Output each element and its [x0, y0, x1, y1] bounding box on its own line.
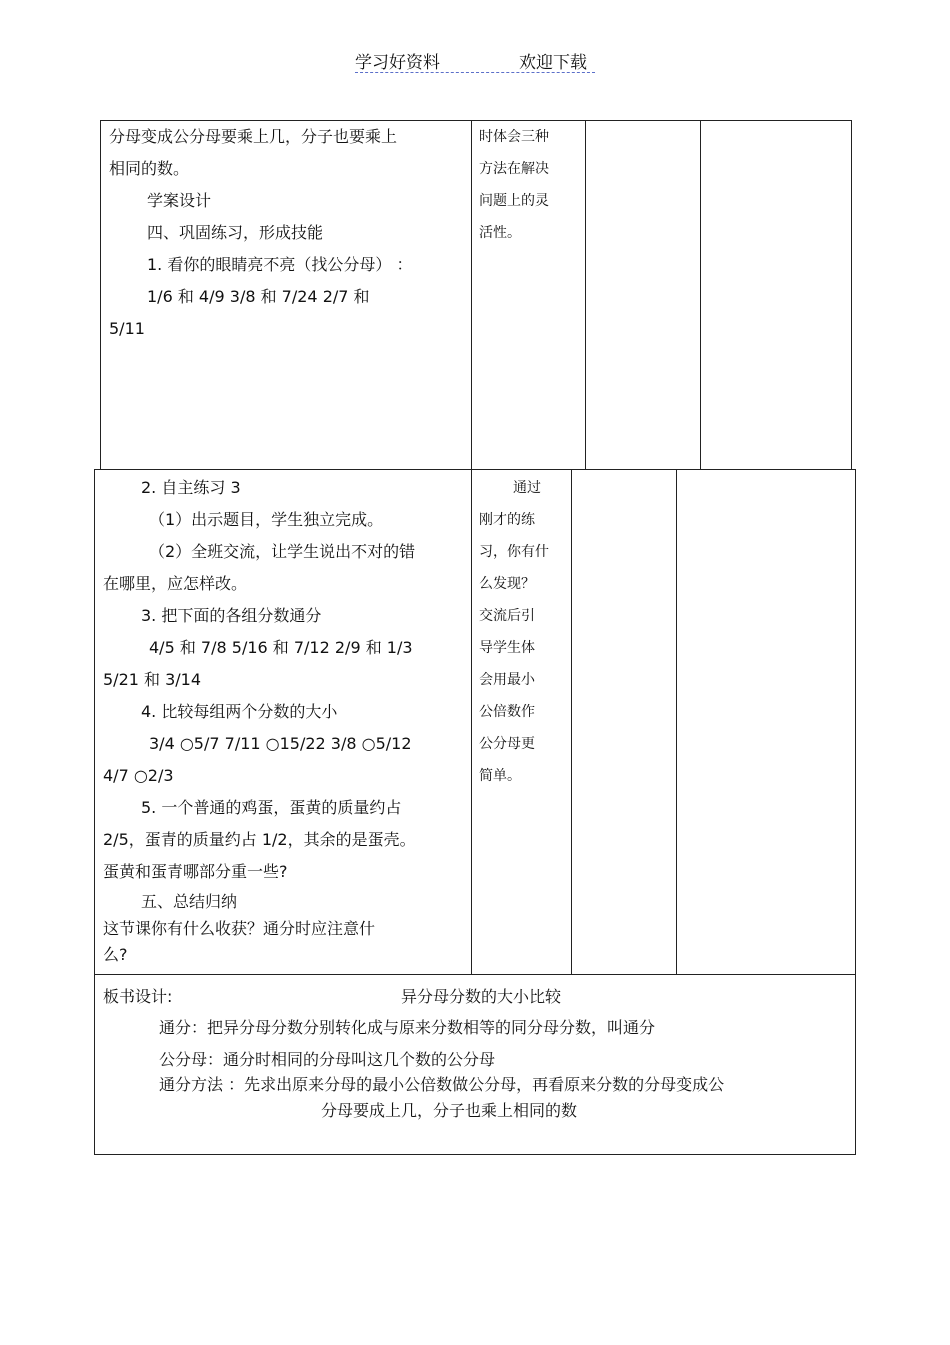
section-heading: 学案设计: [147, 191, 212, 210]
exercise-title: 1. 看你的眼睛亮不亮（找公分母） ：: [147, 255, 413, 274]
board-design-title: 异分母分数的大小比较: [401, 987, 562, 1006]
design-intent-note: [479, 472, 549, 792]
header-right-text: 欢迎下载: [519, 53, 587, 73]
lesson-content: [109, 121, 465, 345]
exercise-content: 1/6 和 4/9 3/8 和 7/24 2/7 和: [147, 287, 370, 306]
note-line: 公分母更: [479, 736, 535, 752]
content-line: （1）出示题目，学生独立完成。: [149, 510, 384, 529]
content-line: 这节课你有什么收获？通分时应注意什: [103, 919, 376, 938]
note-line: 活性。: [479, 225, 521, 241]
note-line: 导学生体: [479, 640, 535, 656]
note-line: 么发现？: [479, 576, 535, 592]
board-definition-line: 通分：把异分母分数分别转化成与原来分数相等的同分母分数，叫通分: [159, 1018, 656, 1037]
header-left-text: 学习好资料: [355, 53, 440, 73]
board-design-label: 板书设计:: [103, 987, 173, 1006]
exercise-title: 3. 把下面的各组分数通分: [141, 606, 322, 625]
content-line: 蛋黄和蛋青哪部分重一些?: [103, 862, 288, 881]
column-divider: [585, 121, 586, 469]
exercise-title: 4. 比较每组两个分数的大小: [141, 702, 338, 721]
note-line: 刚才的练: [479, 512, 535, 528]
content-line: 在哪里，应怎样改。: [103, 574, 248, 593]
exercise-content: 5/11: [109, 319, 145, 338]
lesson-content: [103, 472, 469, 968]
exercise-title: 2. 自主练习 3: [141, 478, 241, 497]
column-divider: [471, 121, 472, 469]
board-definition-line: 通分方法 ：先求出原来分母的最小公倍数做公分母，再看原来分数的分母变成公: [159, 1075, 725, 1094]
column-divider: [676, 470, 677, 974]
note-line: 方法在解决: [479, 161, 549, 177]
content-line: 么?: [103, 945, 128, 964]
note-line: 公倍数作: [479, 704, 535, 720]
section-heading: 四、巩固练习，形成技能: [147, 223, 324, 242]
note-line: 交流后引: [479, 608, 535, 624]
content-line: 2/5，蛋青的质量约占 1/2，其余的是蛋壳。: [103, 830, 416, 849]
exercise-content: 4/5 和 7/8 5/16 和 7/12 2/9 和 1/3: [149, 638, 413, 657]
board-definition-line: 公分母：通分时相同的分母叫这几个数的公分母: [159, 1050, 496, 1069]
note-line: 习，你有什: [479, 544, 549, 560]
column-divider: [700, 121, 701, 469]
exercise-content: 3/4 ○5/7 7/11 ○15/22 3/8 ○5/12: [149, 734, 412, 753]
note-line: 简单。: [479, 768, 521, 784]
board-design-table: [94, 974, 856, 1155]
note-line: 问题上的灵: [479, 193, 549, 209]
section-heading: 五、总结归纳: [141, 892, 238, 911]
note-line: 会用最小: [479, 672, 535, 688]
exercise-content: 4/7 ○2/3: [103, 766, 174, 785]
lesson-table-1: [100, 120, 852, 470]
note-line: 通过: [513, 480, 541, 496]
board-definition-line: 分母要成上几，分子也乘上相同的数: [321, 1101, 578, 1120]
page-header: [355, 48, 595, 73]
column-divider: [471, 470, 472, 974]
design-intent-note: [479, 121, 549, 249]
column-divider: [571, 470, 572, 974]
exercise-title: 5. 一个普通的鸡蛋，蛋黄的质量约占: [141, 798, 402, 817]
note-line: 时体会三种: [479, 129, 549, 145]
content-line: 分母变成公分母要乘上几，分子也要乘上: [109, 127, 398, 146]
content-line: （2）全班交流，让学生说出不对的错: [149, 542, 416, 561]
content-line: 相同的数。: [109, 159, 190, 178]
exercise-content: 5/21 和 3/14: [103, 670, 202, 689]
lesson-table-2: [94, 469, 856, 975]
